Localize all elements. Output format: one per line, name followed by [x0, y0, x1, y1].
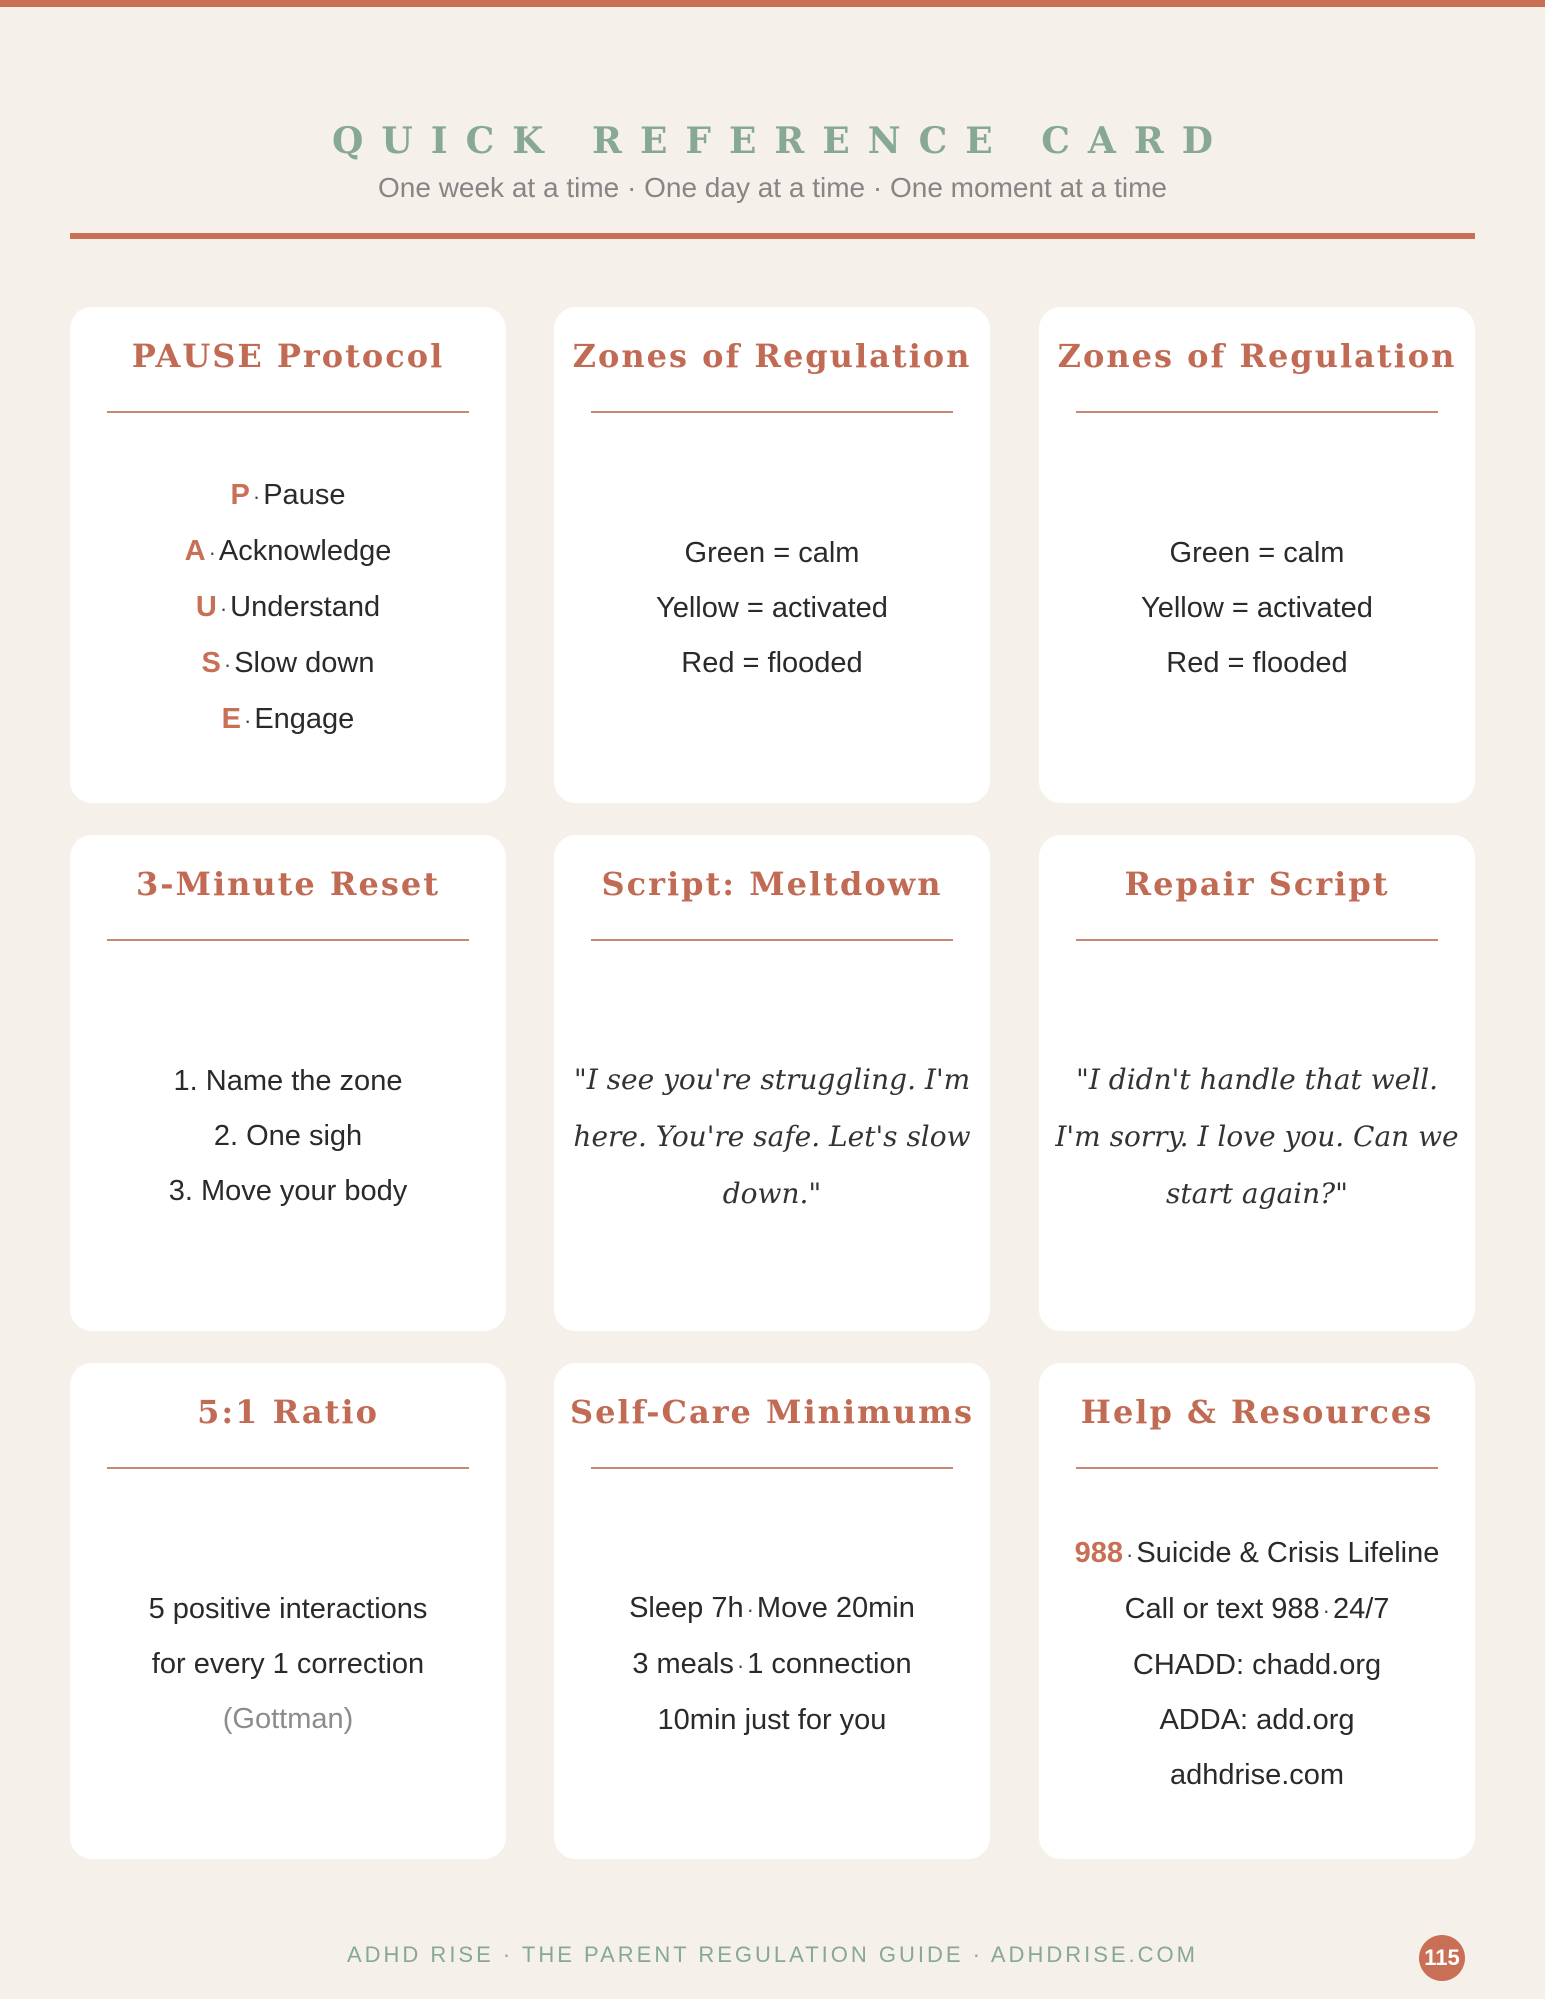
card-body	[564, 941, 980, 1331]
reference-card-grid	[70, 307, 1475, 1860]
resource-site: adhdrise.com	[1169, 1758, 1345, 1791]
hotline-name: Suicide & Crisis Lifeline	[1136, 1536, 1440, 1569]
top-accent-rule	[0, 0, 1545, 7]
pause-text: Engage	[254, 703, 355, 735]
zone-line: Green = calm	[684, 536, 860, 569]
separator-dot: ·	[244, 708, 252, 733]
hotline-line	[1075, 1526, 1440, 1582]
card-body	[80, 413, 496, 803]
availability-text: 24/7	[1332, 1592, 1390, 1625]
page-title: QUICK REFERENCE CARD	[331, 120, 1232, 162]
separator-dot: ·	[223, 652, 232, 677]
card-body	[1049, 413, 1465, 803]
card-body	[1049, 941, 1465, 1331]
reset-step: 1. Name the zone	[173, 1064, 403, 1097]
card-3-minute-reset	[70, 835, 506, 1331]
separator-dot: ·	[219, 596, 228, 621]
reset-step: 2. One sigh	[213, 1119, 363, 1152]
resource-chadd: CHADD: chadd.org	[1132, 1648, 1382, 1681]
selfcare-item: 3 meals	[632, 1647, 734, 1680]
card-title: 3-Minute Reset	[135, 865, 441, 903]
card-5-1-ratio	[70, 1363, 506, 1859]
ratio-line: 5 positive interactions	[148, 1592, 428, 1625]
card-body	[564, 413, 980, 803]
separator-dot: ·	[736, 1652, 745, 1678]
card-self-care-minimums	[554, 1363, 990, 1859]
page-number-badge: 115	[1419, 1935, 1465, 1981]
hotline-number: 988	[1074, 1536, 1124, 1569]
card-title: PAUSE Protocol	[131, 337, 445, 375]
separator-dot: ·	[208, 540, 216, 565]
pause-text: Pause	[263, 479, 346, 511]
pause-item	[222, 692, 355, 748]
separator-dot: ·	[746, 1596, 754, 1622]
separator-dot: ·	[1322, 1597, 1330, 1623]
separator-dot: ·	[1126, 1541, 1134, 1567]
card-pause-protocol	[70, 307, 506, 803]
pause-letter: U	[195, 591, 217, 623]
card-title: Self-Care Minimums	[569, 1393, 975, 1431]
selfcare-line	[632, 1637, 911, 1693]
pause-letter: E	[221, 703, 241, 735]
pause-item	[231, 468, 346, 524]
pause-item	[185, 524, 392, 580]
zone-line: Red = flooded	[1166, 646, 1348, 679]
header-divider	[70, 233, 1475, 239]
call-text: Call or text 988	[1124, 1592, 1320, 1625]
pause-letter: A	[184, 535, 206, 567]
zone-line: Green = calm	[1169, 536, 1345, 569]
card-title: Script: Meltdown	[601, 865, 943, 903]
zone-line: Yellow = activated	[656, 591, 888, 624]
pause-letter: P	[230, 479, 250, 511]
call-line	[1125, 1582, 1390, 1638]
card-help-resources	[1039, 1363, 1475, 1859]
selfcare-item: Move 20min	[756, 1591, 915, 1624]
selfcare-item: 1 connection	[747, 1647, 912, 1680]
pause-item	[196, 580, 380, 636]
pause-text: Slow down	[234, 647, 375, 679]
meltdown-quote: "I see you're struggling. I'm here. You're safe. Let's slow down."	[573, 1062, 971, 1210]
card-title: Help & Resources	[1080, 1393, 1434, 1431]
card-title: Zones of Regulation	[572, 337, 972, 375]
reset-step: 3. Move your body	[168, 1174, 408, 1207]
zone-line: Yellow = activated	[1141, 591, 1373, 624]
card-script-meltdown	[554, 835, 990, 1331]
selfcare-line: 10min just for you	[657, 1703, 887, 1736]
ratio-citation: (Gottman)	[222, 1702, 354, 1735]
card-body	[80, 941, 496, 1331]
card-repair-script	[1039, 835, 1475, 1331]
ratio-line: for every 1 correction	[151, 1647, 425, 1680]
repair-quote: "I didn't handle that well. I'm sorry. I love you. Can we start again?"	[1055, 1062, 1459, 1210]
selfcare-line	[629, 1581, 915, 1637]
card-zones-of-regulation-2	[1039, 307, 1475, 803]
card-title: Zones of Regulation	[1057, 337, 1457, 375]
page-header	[0, 120, 1545, 204]
pause-item	[202, 636, 375, 692]
page-footer: ADHD RISE · THE PARENT REGULATION GUIDE · ADHDRISE.COM	[346, 1942, 1198, 1967]
pause-text: Understand	[230, 591, 381, 623]
pause-letter: S	[201, 647, 221, 679]
card-body	[80, 1469, 496, 1859]
card-body	[1049, 1469, 1465, 1859]
separator-dot: ·	[252, 484, 261, 509]
card-body	[564, 1469, 980, 1859]
card-zones-of-regulation	[554, 307, 990, 803]
card-title: 5:1 Ratio	[197, 1393, 379, 1431]
pause-text: Acknowledge	[218, 535, 392, 567]
page-subtitle: One week at a time · One day at a time · One moment at a time	[377, 172, 1167, 203]
selfcare-item: Sleep 7h	[629, 1591, 744, 1624]
zone-line: Red = flooded	[681, 646, 863, 679]
card-title: Repair Script	[1124, 865, 1390, 903]
resource-adda: ADDA: add.org	[1159, 1703, 1355, 1736]
